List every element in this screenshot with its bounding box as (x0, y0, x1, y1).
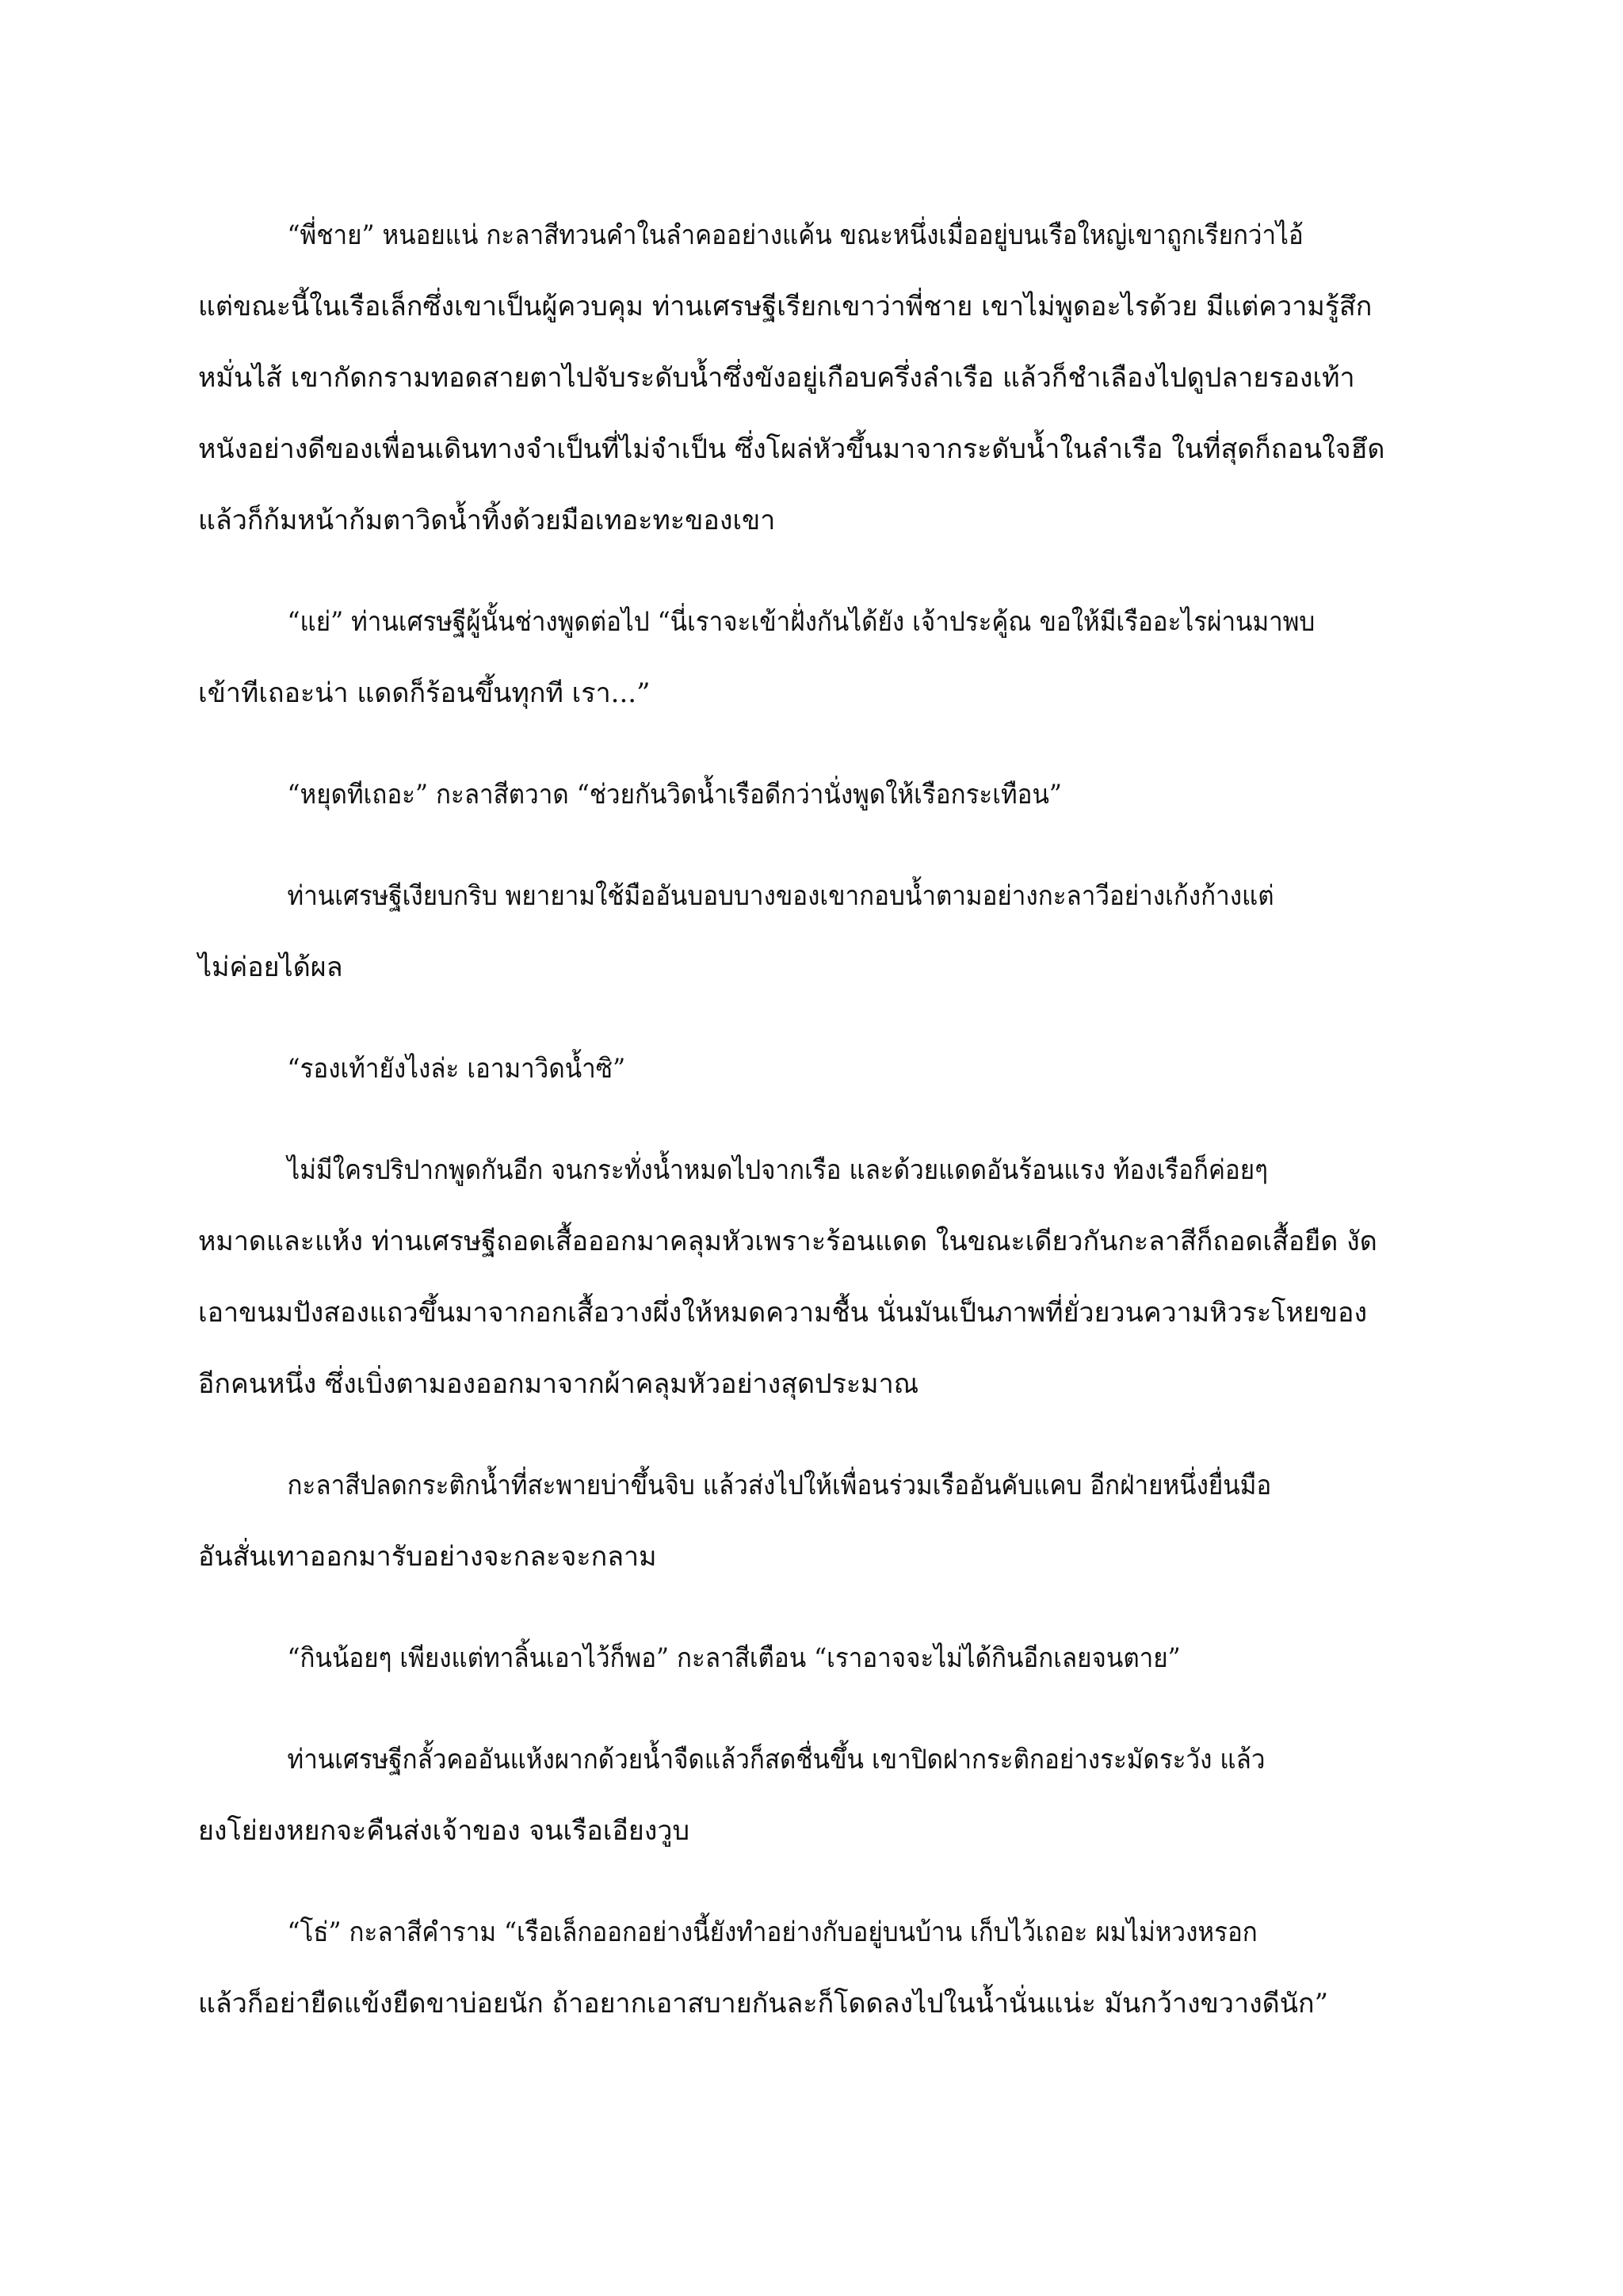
document-body (198, 200, 1442, 2069)
text-line: แล้วก็อย่ายืดแข้งยืดขาบ่อยนัก ถ้าอยากเอาสบายกันละก็โดดลงไปในน้ำนั่นแน่ะ มันกว้างขวางดีนัก” (198, 1988, 1328, 2019)
text-line: “รองเท้ายังไงล่ะ เอามาวิดน้ำซิ” (287, 1053, 626, 1085)
paragraph-1 (198, 200, 1442, 556)
paragraph-5 (198, 1033, 1442, 1104)
text-line: หมาดและแห้ง ท่านเศรษฐีถอดเสื้อออกมาคลุมหัวเพราะร้อนแดด ในขณะเดียวกันกะลาสีก็ถอดเสื้อยืด งัด (198, 1226, 1377, 1257)
paragraph-7 (198, 1450, 1442, 1592)
paragraph-10 (198, 1897, 1442, 2039)
text-line: ยงโย่ยงหยกจะคืนส่งเจ้าของ จนเรือเอียงวูบ (198, 1815, 690, 1847)
text-line: ไม่มีใครปริปากพูดกันอีก จนกระทั่งน้ำหมดไปจากเรือ และด้วยแดดอันร้อนแรง ท้องเรือก็ค่อยๆ (287, 1154, 1268, 1186)
text-line: เอาขนมปังสองแถวขึ้นมาจากอกเสื้อวางผึ่งให้หมดความชื้น นั่นมันเป็นภาพที่ยั่วยวนความหิวระโหยของ (198, 1297, 1368, 1329)
paragraph-2 (198, 586, 1442, 729)
paragraph-9 (198, 1724, 1442, 1867)
text-line: “โธ่” กะลาสีคำราม “เรือเล็กออกอย่างนี้ยังทำอย่างกับอยู่บนบ้าน เก็บไว้เถอะ ผมไม่หวงหรอก (287, 1917, 1258, 1948)
text-line: “แย่” ท่านเศรษฐีผู้นั้นช่างพูดต่อไป “นี่เราจะเข้าฝั่งกันได้ยัง เจ้าประคู้ณ ขอให้มีเรืออะไรผ่านมาพบ (287, 606, 1316, 638)
text-line: กะลาสีปลดกระติกน้ำที่สะพายบ่าขึ้นจิบ แล้วส่งไปให้เพื่อนร่วมเรืออันคับแคบ อีกฝ่ายหนึ่งยื่นมือ (287, 1470, 1272, 1501)
text-line: หนังอย่างดีของเพื่อนเดินทางจำเป็นที่ไม่จำเป็น ซึ่งโผล่หัวขึ้นมาจากระดับน้ำในลำเรือ ในที่สุดก็ถอนใจฮึด (198, 433, 1385, 465)
paragraph-4 (198, 860, 1442, 1003)
text-line: ไม่ค่อยได้ผล (198, 952, 343, 983)
text-line: แต่ขณะนี้ในเรือเล็กซึ่งเขาเป็นผู้ควบคุม ท่านเศรษฐีเรียกเขาว่าพี่ชาย เขาไม่พูดอะไรด้วย มีแต่ความรู้สึก (198, 291, 1373, 322)
text-line: “กินน้อยๆ เพียงแต่ทาลิ้นเอาไว้ก็พอ” กะลาสีเตือน “เราอาจจะไม่ได้กินอีกเลยจนตาย” (287, 1642, 1181, 1674)
paragraph-8 (198, 1623, 1442, 1694)
text-line: “หยุดทีเถอะ” กะลาสีตวาด “ช่วยกันวิดน้ำเรือดีกว่านั่งพูดให้เรือกระเทือน” (287, 779, 1062, 810)
text-line: ท่านเศรษฐีเงียบกริบ พยายามใช้มืออันบอบบางของเขากอบน้ำตามอย่างกะลาวีอย่างเก้งก้างแต่ (287, 880, 1274, 912)
text-line: “พี่ชาย” หนอยแน่ กะลาสีทวนคำในลำคออย่างแค้น ขณะหนึ่งเมื่ออยู่บนเรือใหญ่เขาถูกเรียกว่าไอ้ (287, 219, 1304, 251)
text-line: ท่านเศรษฐีกลั้วคออันแห้งผากด้วยน้ำจืดแล้วก็สดชื่นขึ้น เขาปิดฝากระติกอย่างระมัดระวัง แล้ว (287, 1744, 1266, 1775)
paragraph-6 (198, 1135, 1442, 1420)
paragraph-3 (198, 759, 1442, 830)
text-line: หมั่นไส้ เขากัดกรามทอดสายตาไปจับระดับน้ำซึ่งขังอยู่เกือบครึ่งลำเรือ แล้วก็ชำเลืองไปดูปลายรองเท้า (198, 362, 1355, 394)
text-line: เข้าทีเถอะน่า แดดก็ร้อนขึ้นทุกที เรา...” (198, 677, 651, 709)
text-line: แล้วก็ก้มหน้าก้มตาวิดน้ำทิ้งด้วยมือเทอะทะของเขา (198, 505, 776, 536)
text-line: อันสั่นเทาออกมารับอย่างจะกละจะกลาม (198, 1541, 657, 1573)
text-line: อีกคนหนึ่ง ซึ่งเบิ่งตามองออกมาจากผ้าคลุมหัวอย่างสุดประมาณ (198, 1368, 919, 1400)
